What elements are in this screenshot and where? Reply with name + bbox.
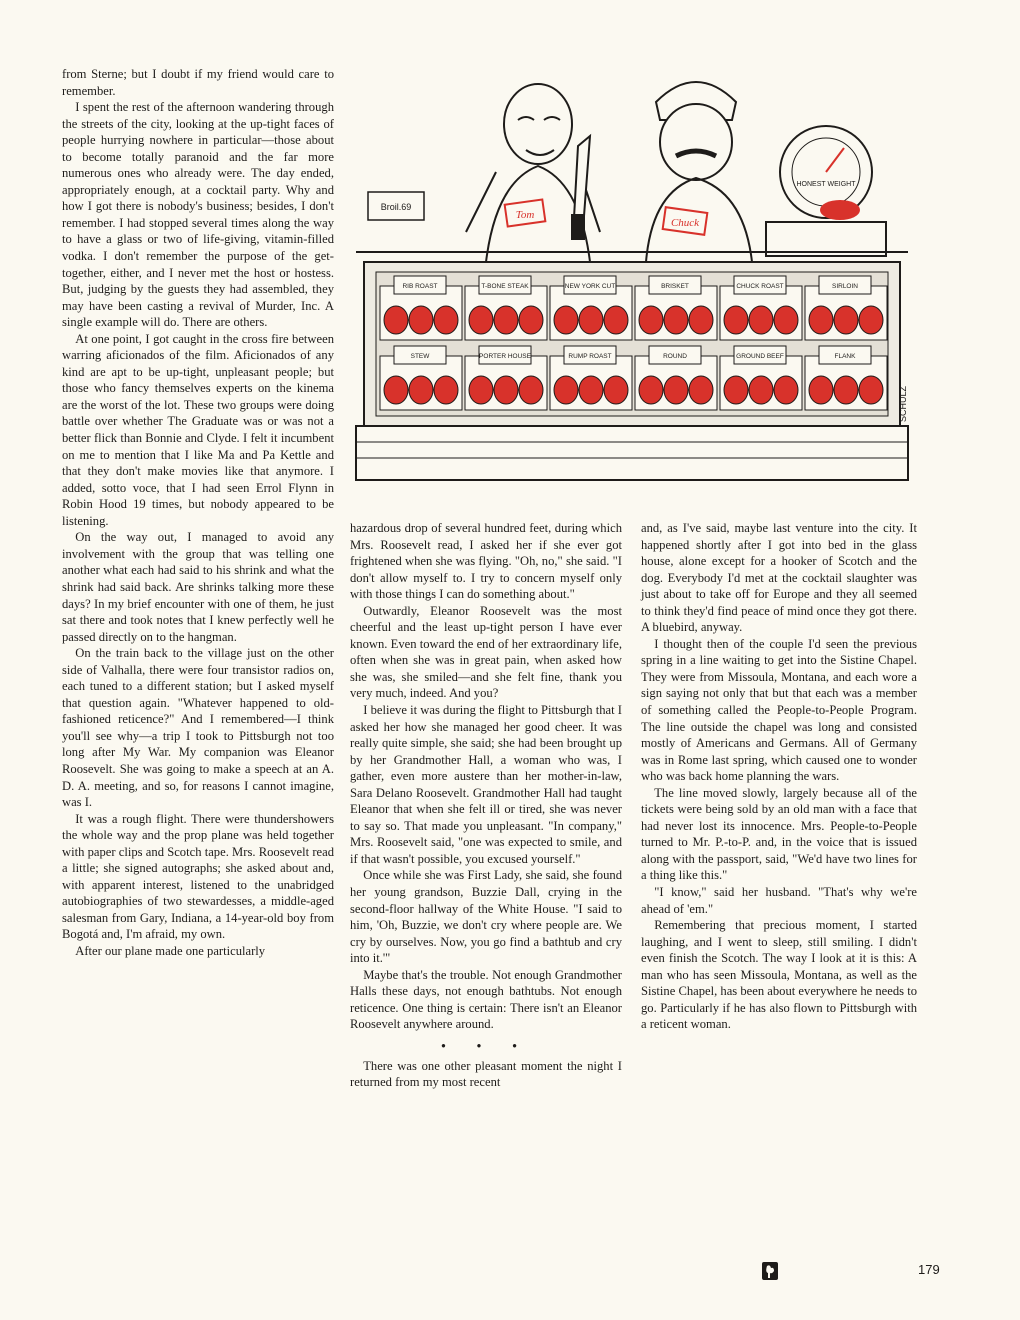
meat-label: STEW (410, 353, 430, 360)
meat-label: FLANK (834, 353, 856, 360)
svg-text:Tom: Tom (515, 209, 535, 221)
meat-tray (805, 346, 887, 410)
paragraph: It was a rough flight. There were thundershowers the whole way and the prop plane was held together with paper clips and Scotch tape. Mrs. Roosevelt read a little; she signed autographs; she asked about and, with apparent interest, listened to the unabridged autobiographies of two stewardesses, a middle-aged salesman from Gary, Indiana, a 14-year-old boy from Bogotá and, I'm afraid, my own. (62, 811, 334, 942)
paragraph: and, as I've said, maybe last venture into the city. It happened shortly after I got into bed in the glass house, alone except for a hooker of Scotch and the dog. Everybody I'd met at the cocktail slaughter was just about to take off for Europe and they all seemed to think they'd find peace of mind once they got there. A bluebird, anyway. (641, 521, 917, 635)
meat-label: GROUND BEEF (736, 353, 784, 360)
paragraph: I believe it was during the flight to Pittsburgh that I asked her how she managed her good cheer. It was really quite simple, she said; she had been brought up by her Grandmother Hall, a woman who was, I gather, even more austere than her mother-in-law, Sara Delano Roosevelt. Grandmother Hall had taught Eleanor that when she felt ill or tired, she was never to say so. That made you unpleasant. "In company," Mrs. Roosevelt said, "one was expected to smile, and if that wasn't possible, you excused yourself." (350, 703, 622, 866)
paragraph: At one point, I got caught in the cross fire between warring aficionados of the film. Aficionados of any kind are apt to be up-tight, unpleasant people; but those who fancy themselves experts on the kinema are the worst of the lot. These two groups were doing battle over whether The Graduate was or was not a better flick than Bonnie and Clyde. I felt it incumbent on me to mention that I like Ma and Pa Kettle and that they don't make movies like that anymore. I added, sotto voce, that I had seen Errol Flynn in Robin Hood 19 times, but nobody appeared to be listening. (62, 331, 334, 528)
meat-tray (465, 346, 547, 410)
name-tag-left (505, 199, 546, 226)
paragraph: Maybe that's the trouble. Not enough Grandmother Halls these days, not enough bathtubs. Not enough reticence. One thing is certain: There isn't an Eleanor Roosevelt anywhere around. (350, 967, 622, 1032)
price-sign (368, 192, 424, 220)
paragraph: I spent the rest of the afternoon wandering through the streets of the city, looking at the up-tight faces of people hurrying nowhere in particular—those about to become totally paranoid and the far more numerous ones who already were. The day ended, appropriately enough, at a cocktail party. Why and how I got there is nobody's business; besides, I don't remember. I had stopped several times along the way to have a glass or two of life-giving, vitamin-filled vodka. I don't remember the purpose of the get-together, either, and I never met the host or hostess. But, judging by the guests they had assembled, they may have been casting a revival of Murder, Inc. A single example will do. There are others. (62, 100, 334, 330)
paragraph: Once while she was First Lady, she said, she found her young grandson, Buzzie Dall, crying in the second-floor hallway of the White House. "I said to him, 'Oh, Buzzie, we don't cry where people are. We cry by ourselves. Now, you go find a bathtub and cry into it.'" (350, 868, 622, 966)
meat-scale (766, 126, 886, 256)
meat-label: CHUCK ROAST (736, 283, 784, 290)
knife (571, 136, 590, 240)
paragraph: After our plane made one particularly (75, 943, 266, 958)
paragraph: hazardous drop of several hundred feet, during which Mrs. Roosevelt read, I asked her if she ever got frightened when she was flying. "Oh, no," she said. "I don't allow myself to. I try to concern myself only with those things I can do something about." (350, 521, 622, 602)
meat-tray (380, 276, 462, 340)
meat-tray (550, 276, 632, 340)
paragraph: The line moved slowly, largely because all of the tickets were being sold by an old man with a face that had never lost its innocence. Mrs. People-to-People turned to Mr. P.-to-P. and, in the voice that is issued along with the passport, said, "We'd have two lines for a thing like this." (641, 785, 917, 883)
meat-tray (635, 276, 717, 340)
meat-label: T-BONE STEAK (481, 283, 529, 290)
paragraph: from Sterne; but I doubt if my friend would care to remember. (62, 67, 334, 98)
svg-text:Chuck: Chuck (670, 217, 700, 229)
paragraph: I thought then of the couple I'd seen the previous spring in a line waiting to get into the Sistine Chapel. They were from Missoula, Montana, and each wore a sign saying not only that but that each was a member of something called the People-to-People Program. The line outside the chapel was long and consisted mostly of Americans and Germans. All of Germany was in Rome last spring, which caused one to wonder who was back home planning the wars. (641, 636, 917, 784)
text-column-2 (350, 520, 622, 1091)
playboy-end-mark-icon (762, 1262, 778, 1280)
paragraph: There was one other pleasant moment the night I returned from my most recent (350, 1058, 622, 1090)
meat-label: BRISKET (661, 283, 689, 290)
svg-text:Broil.69: Broil.69 (380, 202, 412, 212)
counter-base (356, 426, 908, 480)
paragraph: "I know," said her husband. "That's why we're ahead of 'em." (641, 885, 917, 916)
meat-tray (805, 276, 887, 340)
artist-signature: SCHULZ (898, 385, 908, 422)
meat-label: RIB ROAST (402, 283, 438, 290)
svg-text:HONEST WEIGHT: HONEST WEIGHT (796, 181, 856, 188)
paragraph: On the way out, I managed to avoid any involvement with the group that was telling one another what each had said to his shrink and what the shrink had said back. Are shrinks talking more these days? In my brief encounter with one of them, he just sat there and took notes that I knew perfectly well he passed directly on to the hangman. (62, 530, 334, 644)
meat-tray (720, 276, 802, 340)
butcher-cartoon-illustration (346, 62, 918, 492)
meat-label: PORTER HOUSE (479, 353, 531, 360)
meat-tray (635, 346, 717, 410)
text-column-1 (62, 66, 334, 960)
meat-label: SIRLOIN (831, 283, 859, 290)
page-number: 179 (918, 1262, 940, 1277)
name-tag-right (663, 207, 708, 235)
meat-label: NEW YORK CUT (564, 283, 616, 290)
paragraph: Outwardly, Eleanor Roosevelt was the most cheerful and the least up-tight person I have ever known. Even toward the end of her extraordinary life, often when she was in great pain, when asked how she was, she smiled—and she felt fine, thank you very much, indeed. And you? (350, 603, 622, 701)
meat-tray (465, 276, 547, 340)
paragraph: Remembering that precious moment, I started laughing, and I went to sleep, still smiling. I didn't even finish the Scotch. The way I look at it is this: A man who has seen Missoula, Montana, as well as the Sistine Chapel, has been about everywhere he needs to go. Particularly if he has also flown to Pittsburgh with a reticent woman. (641, 918, 917, 1032)
text-column-3 (641, 520, 917, 1033)
paragraph: On the train back to the village just on the other side of Valhalla, there were four transistor radios on, each tuned to a different station; but I asked myself that question again. "Whatever happened to old-fashioned reticence?" And I remembered—I think you'll see why—a trip I took to Pittsburgh not too long after My War. My companion was Eleanor Roosevelt. She was going to make a speech at an A. D. A. meeting, and so, for reasons I cannot imagine, was I. (62, 646, 334, 810)
meat-label: RUMP ROAST (568, 353, 612, 360)
meat-label: ROUND (663, 353, 687, 360)
section-break: • • • (441, 1038, 531, 1053)
meat-tray (720, 346, 802, 410)
meat-tray (550, 346, 632, 410)
meat-tray (380, 346, 462, 410)
